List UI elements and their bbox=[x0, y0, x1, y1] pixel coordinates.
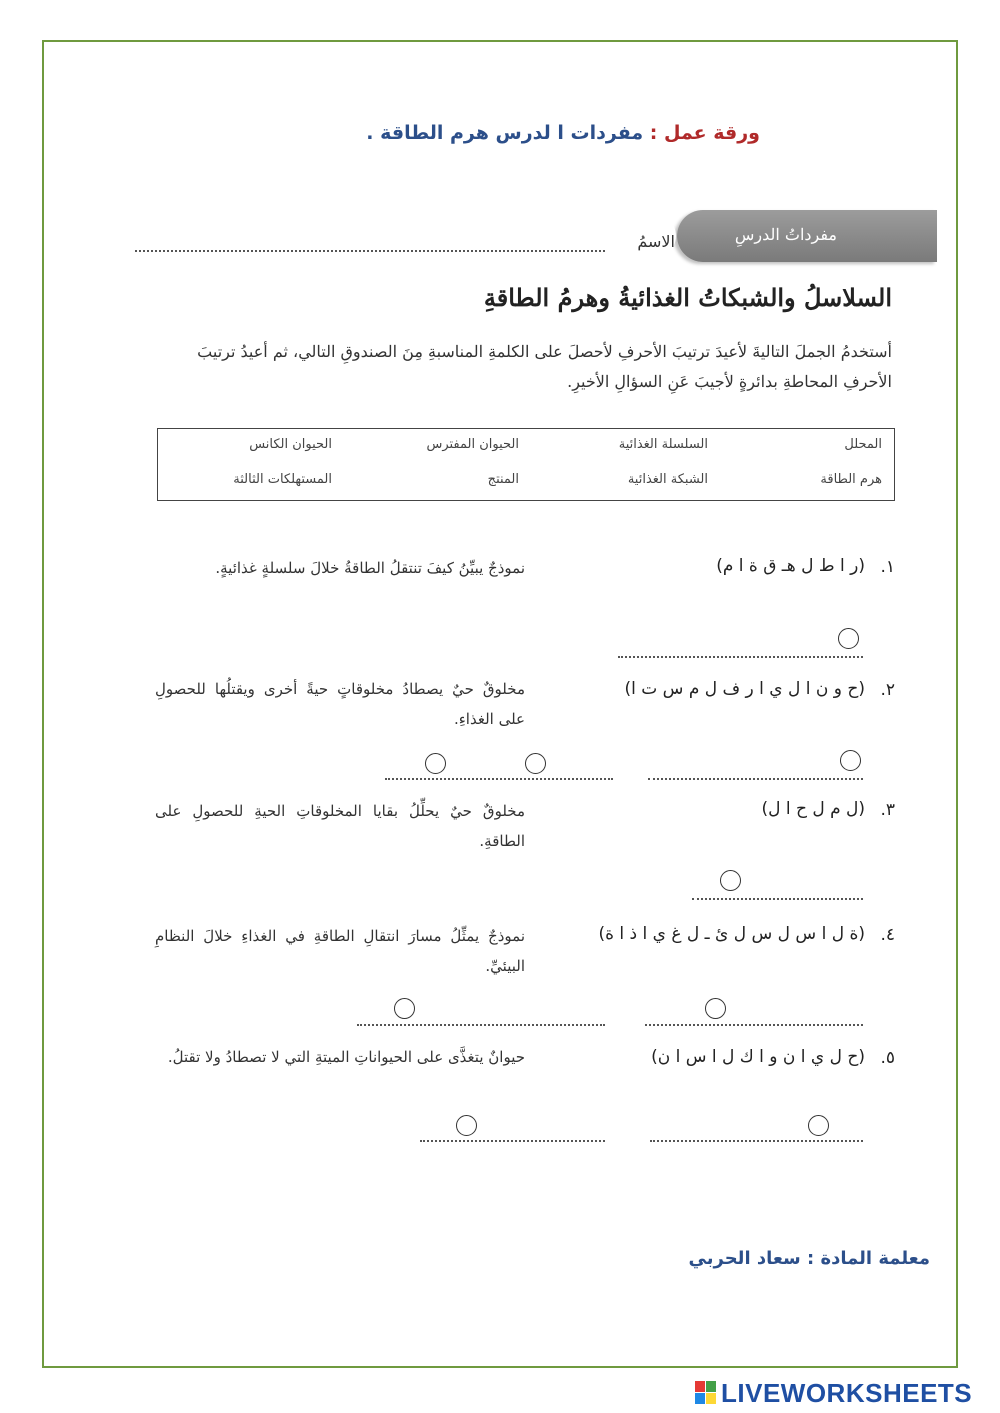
letter-circle[interactable] bbox=[808, 1115, 829, 1136]
answer-field[interactable] bbox=[692, 898, 863, 900]
lesson-title: السلاسلُ والشبكاتُ الغذائيةُ وهرمُ الطاقةِ bbox=[483, 283, 892, 312]
logo-blocks-icon bbox=[695, 1381, 717, 1405]
word-bank bbox=[157, 428, 895, 501]
word-bank-item: المستهلكات الثالثة bbox=[233, 472, 332, 487]
question-number: ٢. bbox=[880, 680, 895, 700]
vocabulary-banner bbox=[677, 210, 937, 262]
answer-field[interactable] bbox=[357, 1024, 605, 1026]
letter-circle[interactable] bbox=[394, 998, 415, 1019]
question-definition: نموذجٌ يبيِّنُ كيفَ تنتقلُ الطاقةُ خلالَ سلسلةٍ غذائيةٍ. bbox=[215, 559, 525, 577]
scrambled-letters: (ح و ن ا ل ي ا ر ف ل م س ت ا) bbox=[624, 679, 865, 699]
word-bank-item: المنتج bbox=[487, 472, 519, 487]
word-bank-item: الحيوان الكانس bbox=[249, 437, 332, 452]
letter-circle[interactable] bbox=[840, 750, 861, 771]
word-bank-item: هرم الطاقة bbox=[820, 472, 882, 487]
scrambled-letters: (ل م ل ح ا ل) bbox=[761, 799, 865, 819]
instructions: أستخدمُ الجملَ التاليةَ لأعيدَ ترتيبَ الأحرفِ لأحصلَ على الكلمةِ المناسبةِ مِنَ الصندوقِ التالي، ثم أعيدُ ترتيبَ الأحرفِ المحاطةِ بدائرةٍ لأجيبَ عَنِ السؤالِ الأخيرِ. bbox=[197, 342, 892, 391]
question-definition: مخلوقٌ حيٌ يحلِّلُ بقايا المخلوقاتِ الحيةِ للحصولِ على الطاقةِ. bbox=[155, 802, 525, 850]
worksheet-title bbox=[366, 122, 760, 144]
worksheet-topic: مفردات ا لدرس هرم الطاقة . bbox=[366, 122, 644, 144]
word-bank-item: الشبكة الغذائية bbox=[627, 472, 708, 487]
answer-field[interactable] bbox=[648, 778, 863, 780]
scrambled-letters: (ر ا ط ل هـ ق ة ا م) bbox=[716, 556, 865, 576]
name-label: الاسمُ bbox=[637, 232, 675, 251]
answer-field[interactable] bbox=[420, 1140, 605, 1142]
answer-field[interactable] bbox=[645, 1024, 863, 1026]
answer-field[interactable] bbox=[385, 778, 613, 780]
letter-circle[interactable] bbox=[838, 628, 859, 649]
question-number: ٥. bbox=[880, 1048, 895, 1068]
question-definition: مخلوقٌ حيٌ يصطادُ مخلوقاتٍ حيةً أخرى ويقتلُها للحصولِ على الغذاءِ. bbox=[155, 680, 525, 728]
question-definition: حيوانٌ يتغذَّى على الحيواناتِ الميتةِ التي لا تصطادُ ولا تقتلُ. bbox=[167, 1048, 525, 1066]
question-number: ٣. bbox=[880, 800, 895, 820]
answer-field[interactable] bbox=[650, 1140, 863, 1142]
letter-circle[interactable] bbox=[525, 753, 546, 774]
teacher-name: معلمة المادة : سعاد الحربي bbox=[688, 1248, 930, 1269]
word-bank-item: الحيوان المفترس bbox=[426, 437, 519, 452]
question-number: ١. bbox=[880, 557, 895, 577]
word-bank-item: المحلل bbox=[844, 437, 882, 452]
word-bank-item: السلسلة الغذائية bbox=[618, 437, 708, 452]
worksheet-colon: : bbox=[643, 122, 664, 144]
letter-circle[interactable] bbox=[425, 753, 446, 774]
letter-circle[interactable] bbox=[705, 998, 726, 1019]
scrambled-letters: (ة ل ا س ل س ل ئ ـ ل غ ي ا ذ ا ة) bbox=[598, 924, 865, 944]
name-field[interactable] bbox=[135, 250, 605, 252]
question-definition: نموذجٌ يمثِّلُ مسارَ انتقالِ الطاقةِ في الغذاءِ خلالَ النظامِ البيئيِّ. bbox=[155, 927, 525, 975]
answer-field[interactable] bbox=[618, 656, 863, 658]
worksheet-label: ورقة عمل bbox=[663, 122, 760, 144]
banner-label: مفرداتُ الدرسِ bbox=[734, 225, 837, 244]
question-number: ٤. bbox=[880, 925, 895, 945]
letter-circle[interactable] bbox=[456, 1115, 477, 1136]
logo-text: LIVEWORKSHEETS bbox=[721, 1378, 973, 1408]
scrambled-letters: (ح ل ي ا ن و ا ك ل ا س ا ن) bbox=[651, 1047, 865, 1067]
letter-circle[interactable] bbox=[720, 870, 741, 891]
